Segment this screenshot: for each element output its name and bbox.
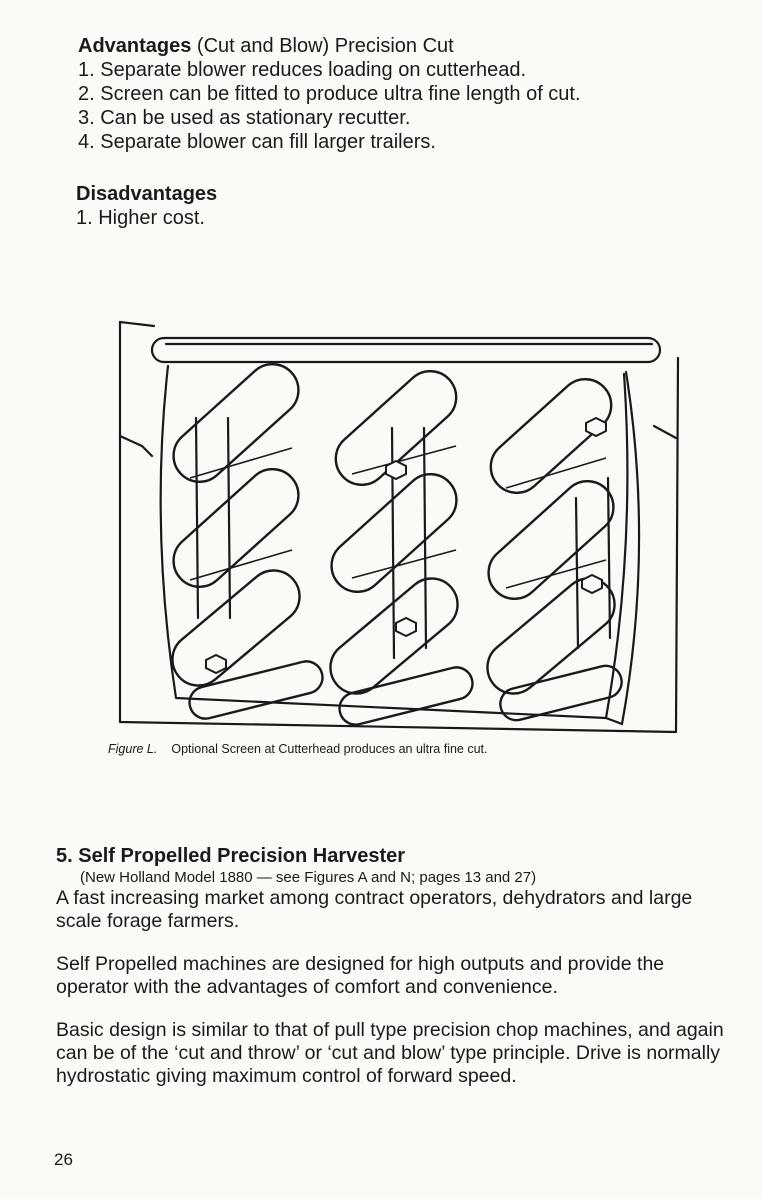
list-item: 1. Separate blower reduces loading on cutterhead. xyxy=(78,59,527,81)
section-subheading: (New Holland Model 1880 — see Figures A and N; pages 13 and 27) xyxy=(80,869,537,886)
figure-caption-text: Optional Screen at Cutterhead produces an ultra fine cut. xyxy=(171,742,488,756)
paragraph: Self Propelled machines are designed for high outputs and provide the operator with the advantages of comfort and convenience. xyxy=(56,953,665,998)
list-item: 3. Can be used as stationary recutter. xyxy=(78,107,411,129)
disadvantages-section xyxy=(76,182,576,230)
figure-label: Figure L. xyxy=(108,742,158,756)
figure-caption xyxy=(108,742,628,756)
advantages-list xyxy=(78,58,678,154)
advantages-heading xyxy=(78,34,678,58)
advantages-title: Advantages xyxy=(78,35,192,57)
disadvantages-title: Disadvantages xyxy=(76,183,218,205)
section-heading: 5. Self Propelled Precision Harvester xyxy=(56,845,406,867)
disadvantages-list xyxy=(76,206,576,230)
cutterhead-screen-illustration xyxy=(106,318,689,736)
paragraph: Basic design is similar to that of pull type precision chop machines, and again can be of the ‘cut and throw’ or ‘cut and blow’ type principle. Drive is normally hydrostatic giving maximum control of forward speed. xyxy=(56,1019,724,1087)
list-item: 2. Screen can be fitted to produce ultra fine length of cut. xyxy=(78,83,581,105)
paragraph: A fast increasing market among contract operators, dehydrators and large scale forage farmers. xyxy=(56,887,693,932)
advantages-section xyxy=(78,34,678,154)
list-item: 1. Higher cost. xyxy=(76,207,205,229)
list-item: 4. Separate blower can fill larger trailers. xyxy=(78,131,436,153)
advantages-subtitle: (Cut and Blow) Precision Cut xyxy=(191,35,454,57)
section-5 xyxy=(56,844,736,1088)
page-number: 26 xyxy=(54,1150,73,1169)
